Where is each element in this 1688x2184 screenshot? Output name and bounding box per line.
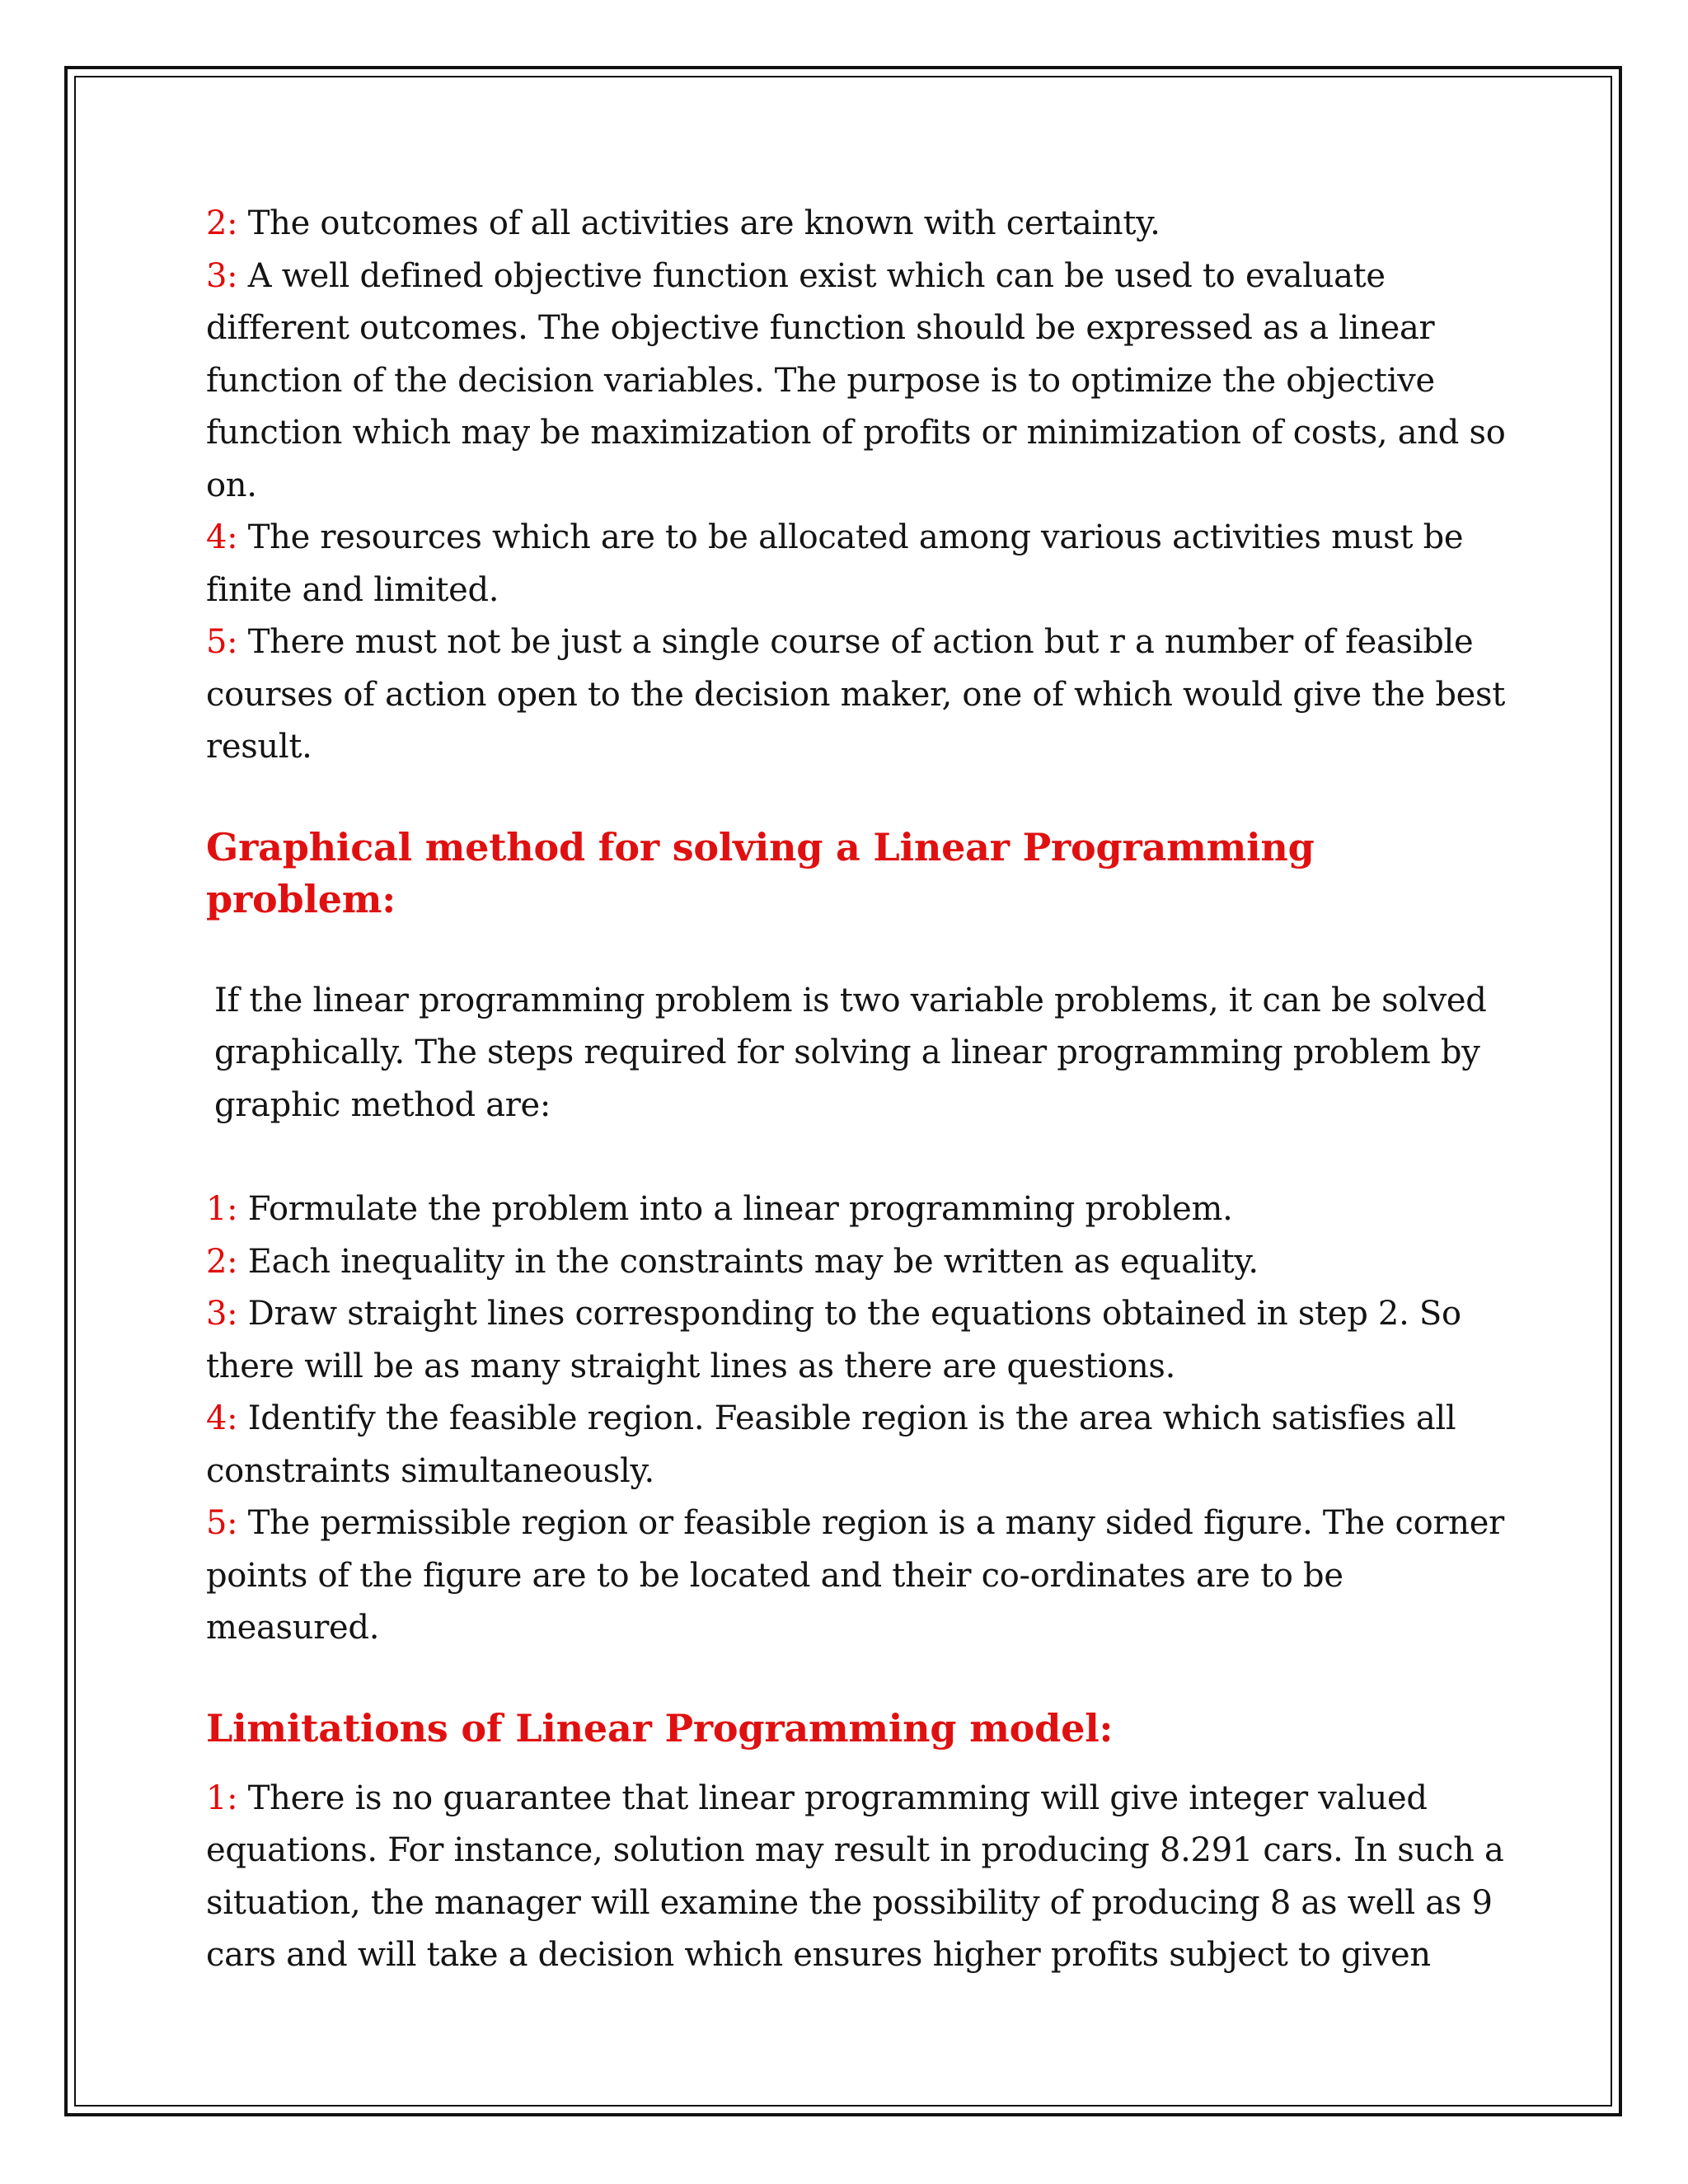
list-item — [206, 1773, 1508, 1982]
item-text: The permissible region or feasible region is a many sided figure. The corner points of the figure are to be located and their co-ordinates are to be measured. — [206, 1504, 1504, 1647]
item-number: 4: — [206, 1399, 238, 1437]
item-text: The resources which are to be allocated among various activities must be finite and limited. — [206, 518, 1464, 609]
list-item — [206, 1393, 1508, 1497]
list-item — [206, 1288, 1508, 1393]
limitations-heading: Limitations of Linear Programming model: — [206, 1705, 1114, 1750]
item-number: 3: — [206, 1295, 238, 1333]
assumptions-list — [206, 198, 1508, 774]
item-number: 1: — [206, 1779, 238, 1817]
item-number: 2: — [206, 204, 238, 242]
graphical-method-heading: Graphical method for solving a Linear Programming problem: — [206, 824, 1315, 921]
limitations-list — [206, 1773, 1508, 1982]
item-text: Identify the feasible region. Feasible region is the area which satisfies all constraints simultaneously. — [206, 1399, 1456, 1490]
list-item — [206, 1183, 1508, 1236]
document-body — [206, 198, 1508, 1982]
list-item — [206, 251, 1508, 513]
item-number: 2: — [206, 1242, 238, 1281]
item-text: There is no guarantee that linear programming will give integer valued equations. For instance, solution may result in producing 8.291 cars. In such a situation, the manager will examine the possibility of producing 8 as well as 9 cars and will take a decision which ensures higher profits subject to given — [206, 1779, 1504, 1974]
list-item — [206, 1497, 1508, 1655]
item-number: 5: — [206, 1504, 238, 1542]
item-number: 4: — [206, 518, 238, 556]
item-text: There must not be just a single course of action but r a number of feasible courses of action open to the decision maker, one of which would give the best result. — [206, 623, 1505, 766]
item-text: A well defined objective function exist which can be used to evaluate different outcomes. The objective function should be expressed as a linear function of the decision variables. The purpose is to optimize the objective function which may be maximization of profits or minimization of costs, and so on. — [206, 256, 1506, 504]
list-item — [206, 616, 1508, 774]
item-number: 1: — [206, 1190, 238, 1228]
item-text: Draw straight lines corresponding to the equations obtained in step 2. So there will be as many straight lines as there are questions. — [206, 1295, 1461, 1385]
item-text: The outcomes of all activities are known with certainty. — [237, 204, 1160, 242]
graphical-steps-list — [206, 1183, 1508, 1655]
list-item — [206, 198, 1508, 251]
item-number: 5: — [206, 623, 238, 661]
item-text: Each inequality in the constraints may be written as equality. — [237, 1242, 1259, 1281]
graphical-intro-paragraph: If the linear programming problem is two variable problems, it can be solved graphically. The steps required for solving a linear programming problem by graphic method are: — [214, 981, 1487, 1124]
list-item — [206, 1236, 1508, 1289]
list-item — [206, 512, 1508, 616]
item-number: 3: — [206, 256, 238, 295]
item-text: Formulate the problem into a linear programming problem. — [237, 1190, 1233, 1228]
